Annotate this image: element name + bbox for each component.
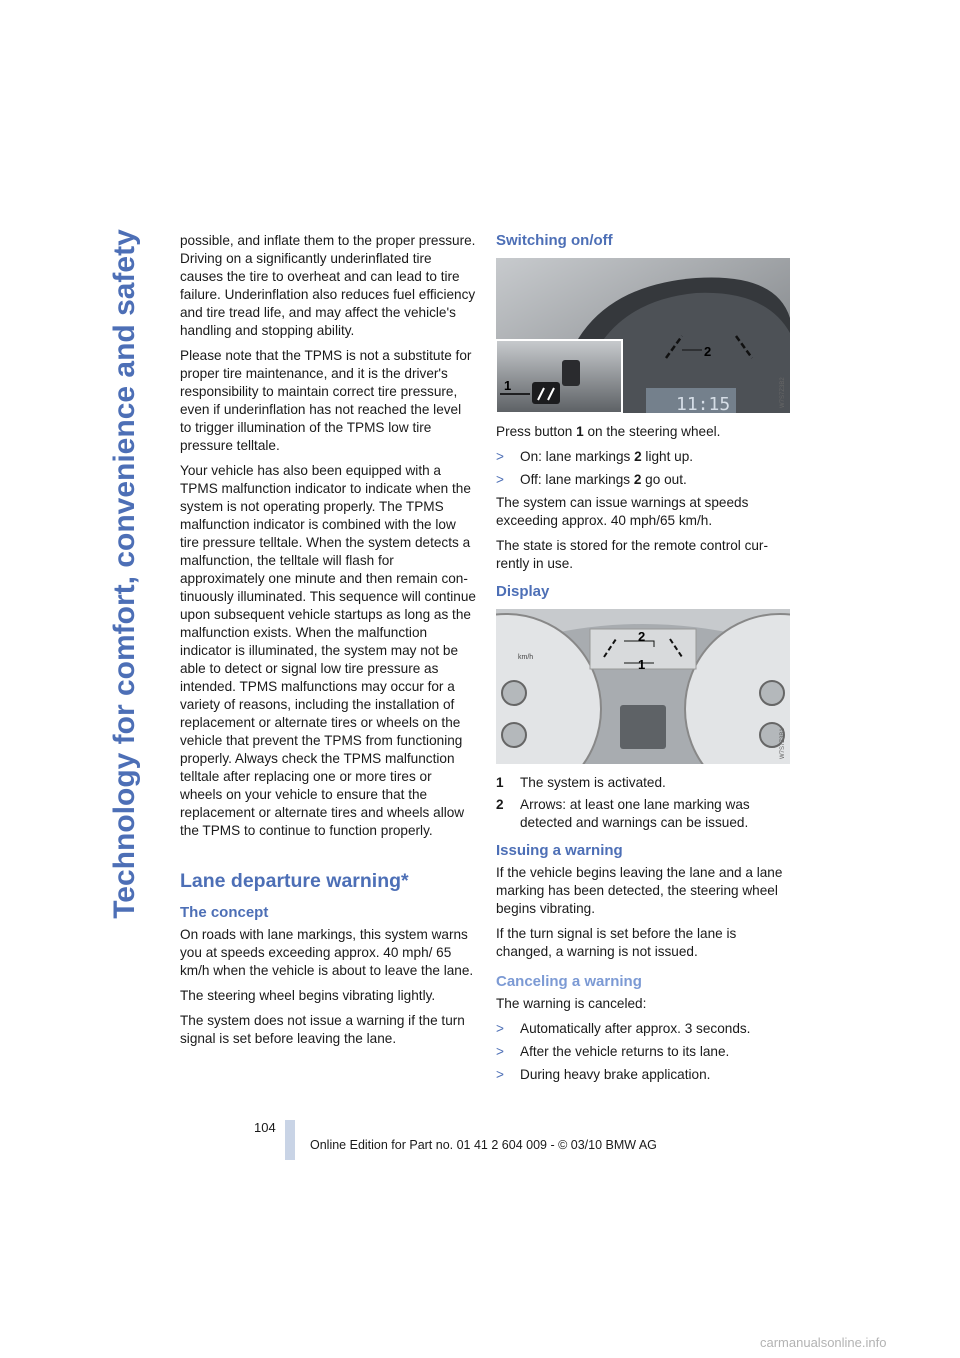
- issuing-heading: Issuing a warning: [496, 842, 623, 859]
- paragraph: possible, and inflate them to the proper pressure. Driving on a significantly underinflated tire causes the tire to overheat and can lead to tire failure. Underinflation also reduces fuel efficiency and tire tread life, and may affect the vehicle's handling and stopping ability.: [180, 233, 476, 338]
- list-item: > During heavy brake application.: [496, 1067, 711, 1082]
- steering-wheel-illustration: [496, 258, 790, 413]
- callout-1: 1: [638, 657, 646, 672]
- paragraph: If the turn signal is set before the lane is changed, a warning is not issued.: [496, 926, 737, 959]
- list-item: > Off: lane markings 2 go out.: [496, 472, 687, 487]
- switching-heading: Switching on/off: [496, 232, 613, 249]
- paragraph: The steering wheel begins vibrating lightly.: [180, 988, 436, 1003]
- display-heading: Display: [496, 583, 550, 600]
- side-chapter-title-text: Technology for comfort, convenience and safety: [108, 229, 142, 919]
- figure-code: W7S7Z3B1: [780, 728, 786, 759]
- callout-1: 1: [504, 378, 512, 393]
- clock-readout: 11:15: [676, 394, 731, 413]
- footer-bar: [285, 1120, 295, 1160]
- paragraph: The system does not issue a warning if the turn signal is set before leaving the lane.: [180, 1013, 465, 1046]
- side-chapter-title: [88, 228, 162, 920]
- section-title: Lane departure warning*: [180, 870, 409, 892]
- left-column: [180, 232, 476, 1055]
- page-number: 104: [254, 1120, 276, 1135]
- callout-2: 2: [638, 629, 646, 644]
- concept-heading: The concept: [180, 904, 269, 921]
- figure-code: W7S7Z3B2: [780, 377, 786, 408]
- list-item: > After the vehicle returns to its lane.: [496, 1044, 730, 1059]
- list-item: > On: lane markings 2 light up.: [496, 449, 694, 464]
- list-item: 1 The system is activated.: [496, 775, 666, 790]
- right-column: [496, 232, 790, 1089]
- paragraph: The state is stored for the remote control currently in use.: [496, 538, 768, 571]
- callout-2: 2: [704, 344, 712, 359]
- list-item: > Automatically after approx. 3 seconds.: [496, 1021, 751, 1036]
- canceling-heading: Canceling a warning: [496, 973, 642, 990]
- paragraph: On roads with lane markings, this system warns you at speeds exceeding approx. 40 mph/ 65 km/h when the vehicle is about to leave the lane.: [180, 927, 474, 978]
- footer-edition: Online Edition for Part no. 01 41 2 604 009 - © 03/10 BMW AG: [310, 1138, 657, 1152]
- instrument-cluster-illustration: [496, 609, 790, 764]
- paragraph: Please note that the TPMS is not a substitute for proper tire maintenance, and it is the driver's responsibility to maintain correct tire pressure, even if underinflation has not reached the level to trigger illumination of the TPMS low tire pressure telltale.: [180, 348, 472, 453]
- lane-button-icon: [532, 382, 560, 404]
- paragraph: The warning is canceled:: [496, 996, 647, 1011]
- press-instruction: Press button 1 on the steering wheel.: [496, 424, 721, 439]
- list-item: 2 Arrows: at least one lane marking was detected and warnings can be issued.: [496, 797, 750, 830]
- paragraph: The system can issue warnings at speeds exceeding approx. 40 mph/65 km/h.: [496, 495, 749, 528]
- instrument-cluster-figure: [496, 609, 790, 764]
- steering-wheel-button-figure: [496, 258, 790, 413]
- watermark: carmanualsonline.info: [760, 1335, 887, 1350]
- paragraph: Your vehicle has also been equipped with a TPMS malfunction indicator to indicate when the system is not operating properly. The TPMS malfunction indicator is combined with the low tire pressure telltale. When the system detects a malfunction, the telltale will flash for approximately one minute and then remain continuously illuminated. This sequence will continue upon subsequent vehicle startups as long as the malfunction exists. When the malfunction indicator is illuminated, the system may not be able to detect or signal low tire pressure as intended. TPMS malfunctions may occur for a variety of reasons, including the installation of replacement or alternate tires or wheels on the vehicle that prevent the TPMS from functioning properly. Always check the TPMS malfunction telltale after replacing one or more tires or wheels on your vehicle to ensure that the replacement or alternate tires and wheels allow the TPMS to continue to function properly.: [180, 463, 476, 838]
- paragraph: If the vehicle begins leaving the lane and a lane marking has been detected, the steering wheel begins vibrating.: [496, 865, 783, 916]
- speed-unit: km/h: [518, 654, 534, 661]
